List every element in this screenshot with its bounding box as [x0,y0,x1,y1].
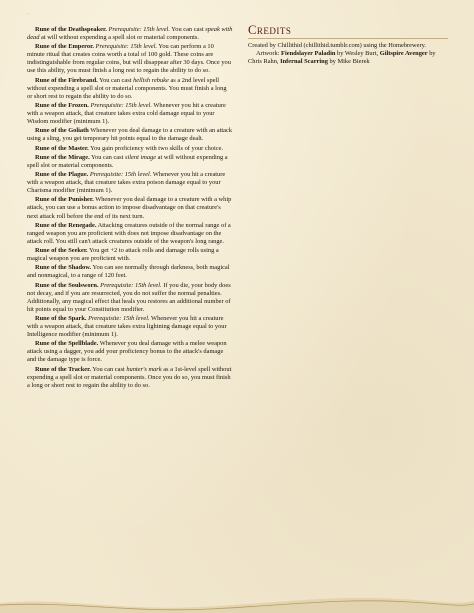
rune-description: You get +2 to attack rolls and damage rolls using a magical weapon you are proficient with. [27,247,219,263]
rune-description: You can cast [97,76,134,84]
rune-name: Rune of the Tracker. [35,365,91,373]
credits-body [248,42,448,66]
rune-entry [27,315,233,339]
rune-prerequisite: Prerequisite: 15th level. [108,26,170,33]
rune-description: Whenever you deal damage to a creature with a whip attack, you can use a bonus action to impose disadvantage on that creature's next attack roll before the end of its next turn. [27,196,232,220]
rune-name: Rune of the Plague. [35,171,89,179]
rune-entry [27,282,233,314]
rune-description-cont: as a 2nd level spell without expending a spell slot or material components. You must finish a long or short rest to regain the ability to do so. [27,76,227,100]
art-artist-3: by Mike Bierek [327,58,370,66]
rune-name: Rune of the Spark. [35,315,87,323]
heading-divider [248,38,448,39]
rune-prerequisite: Prerequisite: 15th level. [90,101,152,109]
rune-entry [27,340,233,364]
rune-name: Rune of the Emperor. [35,43,94,51]
art-title-fiendslayer: Fiendslayer Paladin [281,50,336,58]
rune-name: Rune of the Deathspeaker. [35,26,107,33]
rune-entry [27,171,233,195]
rune-description: Whenever you deal damage with a melee weapon attack using a dagger, you add your proficiency bonus to the attack's damage and the damage type is force. [27,340,227,364]
rune-description: You can perform a 10 minute ritual that creates coins worth a total of 100 gold. These coins are indistinguishable from regular coins, but will disappear after 30 days. Once you use this ability, you must finish a long rest to regain the ability to do so. [27,43,231,75]
rune-description: Whenever you hit a creature with a weapon attack, that creature takes extra lightning damage equal to your Intelligence modifier (minimum 1). [27,315,227,339]
rune-description-cont: as a 1st-level spell without expending a spell slot or material components. Once you do so, you must finish a long or short rest to regain the ability to do so. [27,365,232,389]
artwork-credits [248,50,448,66]
created-by-text: Created by Chillithid (chillithid.tumblr.com) using the Homebrewery. [248,42,426,49]
rune-spell-name: speak with dead [27,26,233,42]
rune-entry [27,127,233,143]
rune-entry [27,247,233,263]
rune-description: Whenever you hit a creature with a weapon attack, that creature takes extra cold damage equal to your Wisdom modifier (minimum 1). [27,101,226,126]
rune-name: Rune of the Spellblade. [35,340,99,348]
rune-entry [27,196,233,220]
rune-name: Rune of the Firebrand. [35,76,98,84]
artwork-label: Artwork: [256,50,280,58]
rune-name: Rune of the Punisher. [35,196,94,204]
art-artist-1: by Wesley Burt, [335,50,380,58]
rune-description: Whenever you deal damage to a creature with an attack using a sling, you get temporary hit points equal to the damage dealt. [27,127,233,143]
art-title-infernal: Infernal Scarring [280,58,328,66]
rune-spell-name: hunter's mark [126,365,162,373]
rune-entry [27,264,233,280]
rune-description-cont: at will without expending a spell slot or material components. [39,34,199,42]
art-title-giltspire: Giltspire Avenger [379,50,428,58]
rune-prerequisite: Prerequisite: 15th level. [89,171,152,179]
art-artist-2: by Chris Rahn, [248,50,436,66]
rune-name: Rune of the Frozen. [35,101,89,109]
rune-prerequisite: Prerequisite: 15th level. [100,281,162,289]
rune-description-cont: at will without expending a spell slot or material components. [27,153,228,169]
rune-name: Rune of the Soulsworn. [35,281,99,289]
rune-entry [27,145,233,153]
rune-description: You can cast [169,26,206,33]
rune-name: Rune of the Mirage. [35,153,90,161]
rune-entry [27,366,233,390]
rune-description: Whenever you hit a creature with a weapon attack, that creature takes extra poison damage equal to your Charisma modifier (minimum 1). [27,171,226,195]
rune-name: Rune of the Renegade. [35,221,97,229]
rune-description: Attacking creatures outside of the normal range of a ranged weapon you are proficient with does not impose disadvantage on the attack roll. You still can't attack creatures outside of the weapon's long range. [27,221,231,245]
rune-description: You gain proficiency with two skills of your choice. [88,144,224,152]
rune-description: You can cast [90,365,127,373]
rune-description: You can see normally through darkness, both magical and nonmagical, to a range of 120 feet. [27,264,230,280]
rune-entry [27,102,233,126]
footer-decoration [0,589,474,613]
rune-description: You can cast [89,153,125,161]
rune-spell-name: silent image [125,153,157,161]
rune-name: Rune of the Goliath [35,127,89,135]
rune-name: Rune of the Shadow. [35,264,92,272]
page-mark: ' [27,12,28,17]
rune-entry [27,154,233,170]
rune-entry [27,77,233,101]
rune-name: Rune of the Seeker. [35,247,88,255]
rune-prerequisite: Prerequisite: 15th level. [88,315,150,323]
credits-section [248,24,448,66]
rune-entry [27,222,233,246]
rune-name: Rune of the Master. [35,144,89,152]
rune-prerequisite: Prerequisite: 15th level. [95,43,158,51]
credits-heading: Credits [248,23,292,37]
rune-spell-name: hellish rebuke [133,76,169,84]
rune-entry [27,43,233,75]
rune-entry [27,26,233,42]
rune-description: If you die, your body does not decay, and if you are resurrected, you do not suffer the normal penalties. Additionally, any magical effect that heals you restores an additional number of hit points equal to your Constitution modifier. [27,281,231,313]
rune-list [27,26,233,391]
